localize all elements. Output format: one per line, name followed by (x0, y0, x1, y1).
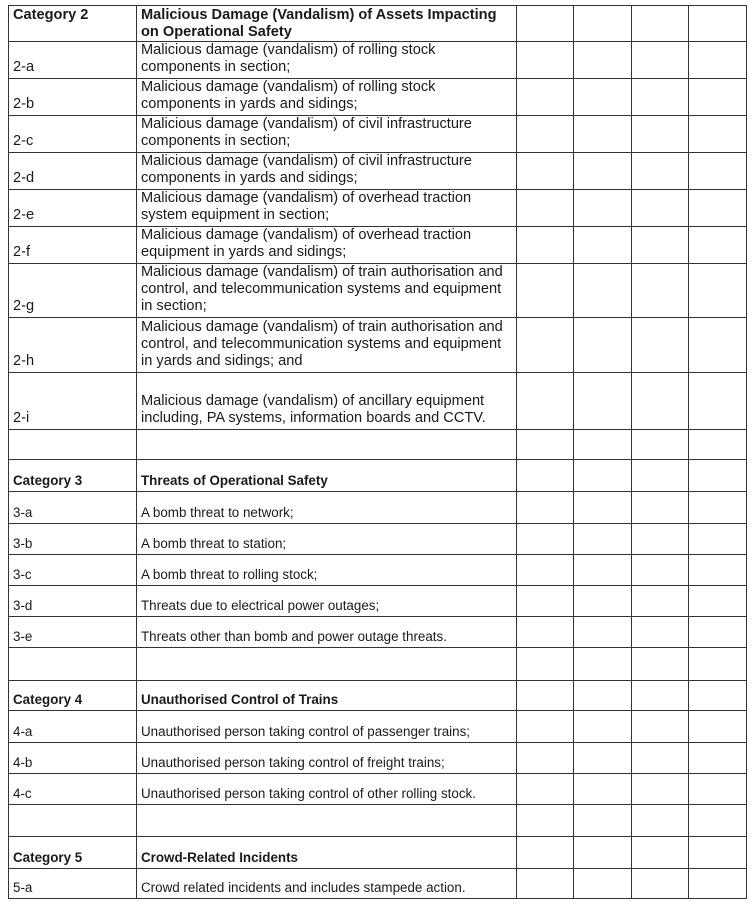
empty-cell (632, 264, 689, 318)
item-description: A bomb threat to network; (137, 492, 517, 524)
category-header-row (9, 6, 747, 42)
item-code: 4-c (9, 774, 137, 805)
empty-cell (517, 318, 574, 373)
table-row (9, 711, 747, 743)
category-title: Threats of Operational Safety (137, 460, 517, 492)
item-code: 3-e (9, 617, 137, 648)
item-code: 2-c (9, 116, 137, 153)
table-row (9, 116, 747, 153)
empty-cell (574, 264, 632, 318)
empty-cell (574, 116, 632, 153)
item-code: 3-c (9, 555, 137, 586)
item-description: Malicious damage (vandalism) of rolling stock components in section; (137, 42, 517, 79)
item-code: 4-a (9, 711, 137, 743)
empty-cell (517, 116, 574, 153)
empty-cell (632, 153, 689, 190)
empty-cell (574, 373, 632, 430)
item-code: 3-d (9, 586, 137, 617)
item-code: 3-a (9, 492, 137, 524)
table-row (9, 318, 747, 373)
empty-cell (517, 190, 574, 227)
table-row (9, 190, 747, 227)
table-row (9, 79, 747, 116)
item-description: Malicious damage (vandalism) of train authorisation and control, and telecommunication systems and equipment in yards and sidings; and (137, 318, 517, 373)
category-label: Category 5 (9, 837, 137, 869)
category-title: Crowd-Related Incidents (137, 837, 517, 869)
item-code: 2-e (9, 190, 137, 227)
item-code: 2-h (9, 318, 137, 373)
empty-cell (574, 227, 632, 264)
empty-cell (517, 6, 574, 42)
item-code: 5-a (9, 869, 137, 899)
empty-cell (689, 227, 747, 264)
category-header-row (9, 837, 747, 869)
category-header-row (9, 460, 747, 492)
empty-cell (689, 79, 747, 116)
empty-cell (689, 6, 747, 42)
table-row (9, 617, 747, 648)
table-row (9, 524, 747, 555)
item-code: 2-a (9, 42, 137, 79)
spacer-row (9, 805, 747, 837)
empty-cell (632, 79, 689, 116)
empty-cell (689, 153, 747, 190)
empty-cell (689, 318, 747, 373)
item-description: Threats other than bomb and power outage threats. (137, 617, 517, 648)
item-description: Malicious damage (vandalism) of rolling stock components in yards and sidings; (137, 79, 517, 116)
table-row (9, 42, 747, 79)
empty-cell (632, 6, 689, 42)
item-code: 2-g (9, 264, 137, 318)
empty-cell (689, 373, 747, 430)
item-description: Unauthorised person taking control of freight trains; (137, 743, 517, 774)
empty-cell (632, 42, 689, 79)
category-label: Category 2 (9, 6, 137, 42)
empty-cell (517, 42, 574, 79)
category-title: Malicious Damage (Vandalism) of Assets Impacting on Operational Safety (137, 6, 517, 42)
empty-cell (517, 153, 574, 190)
empty-cell (689, 42, 747, 79)
empty-cell (574, 153, 632, 190)
empty-cell (689, 116, 747, 153)
item-description: Unauthorised person taking control of passenger trains; (137, 711, 517, 743)
table-row (9, 264, 747, 318)
item-code: 3-b (9, 524, 137, 555)
item-description: A bomb threat to station; (137, 524, 517, 555)
item-description: Malicious damage (vandalism) of overhead traction system equipment in section; (137, 190, 517, 227)
empty-cell (574, 190, 632, 227)
empty-cell (574, 6, 632, 42)
empty-cell (517, 79, 574, 116)
table-row (9, 153, 747, 190)
table-row (9, 373, 747, 430)
empty-cell (632, 227, 689, 264)
incident-category-table (8, 5, 747, 899)
item-description: A bomb threat to rolling stock; (137, 555, 517, 586)
item-description: Malicious damage (vandalism) of civil infrastructure components in section; (137, 116, 517, 153)
empty-cell (574, 79, 632, 116)
category-title: Unauthorised Control of Trains (137, 681, 517, 711)
table-row (9, 869, 747, 899)
empty-cell (689, 264, 747, 318)
item-code: 2-b (9, 79, 137, 116)
empty-cell (517, 264, 574, 318)
category-label: Category 4 (9, 681, 137, 711)
table-row (9, 492, 747, 524)
item-description: Unauthorised person taking control of other rolling stock. (137, 774, 517, 805)
empty-cell (632, 190, 689, 227)
empty-cell (517, 373, 574, 430)
table-row (9, 227, 747, 264)
item-description: Malicious damage (vandalism) of civil infrastructure components in yards and sidings; (137, 153, 517, 190)
item-description: Malicious damage (vandalism) of ancillary equipment including, PA systems, information boards and CCTV. (137, 373, 517, 430)
category-label: Category 3 (9, 460, 137, 492)
item-code: 4-b (9, 743, 137, 774)
item-description: Threats due to electrical power outages; (137, 586, 517, 617)
empty-cell (689, 190, 747, 227)
empty-cell (632, 373, 689, 430)
empty-cell (632, 318, 689, 373)
empty-cell (517, 227, 574, 264)
empty-cell (574, 318, 632, 373)
item-code: 2-i (9, 373, 137, 430)
item-description: Malicious damage (vandalism) of overhead traction equipment in yards and sidings; (137, 227, 517, 264)
spacer-row (9, 648, 747, 681)
table-row (9, 555, 747, 586)
category-header-row (9, 681, 747, 711)
table-row (9, 774, 747, 805)
table-row (9, 586, 747, 617)
item-description: Crowd related incidents and includes stampede action. (137, 869, 517, 899)
item-code: 2-d (9, 153, 137, 190)
item-description: Malicious damage (vandalism) of train authorisation and control, and telecommunication systems and equipment in section; (137, 264, 517, 318)
table-row (9, 743, 747, 774)
spacer-row (9, 430, 747, 460)
empty-cell (574, 42, 632, 79)
item-code: 2-f (9, 227, 137, 264)
empty-cell (632, 116, 689, 153)
